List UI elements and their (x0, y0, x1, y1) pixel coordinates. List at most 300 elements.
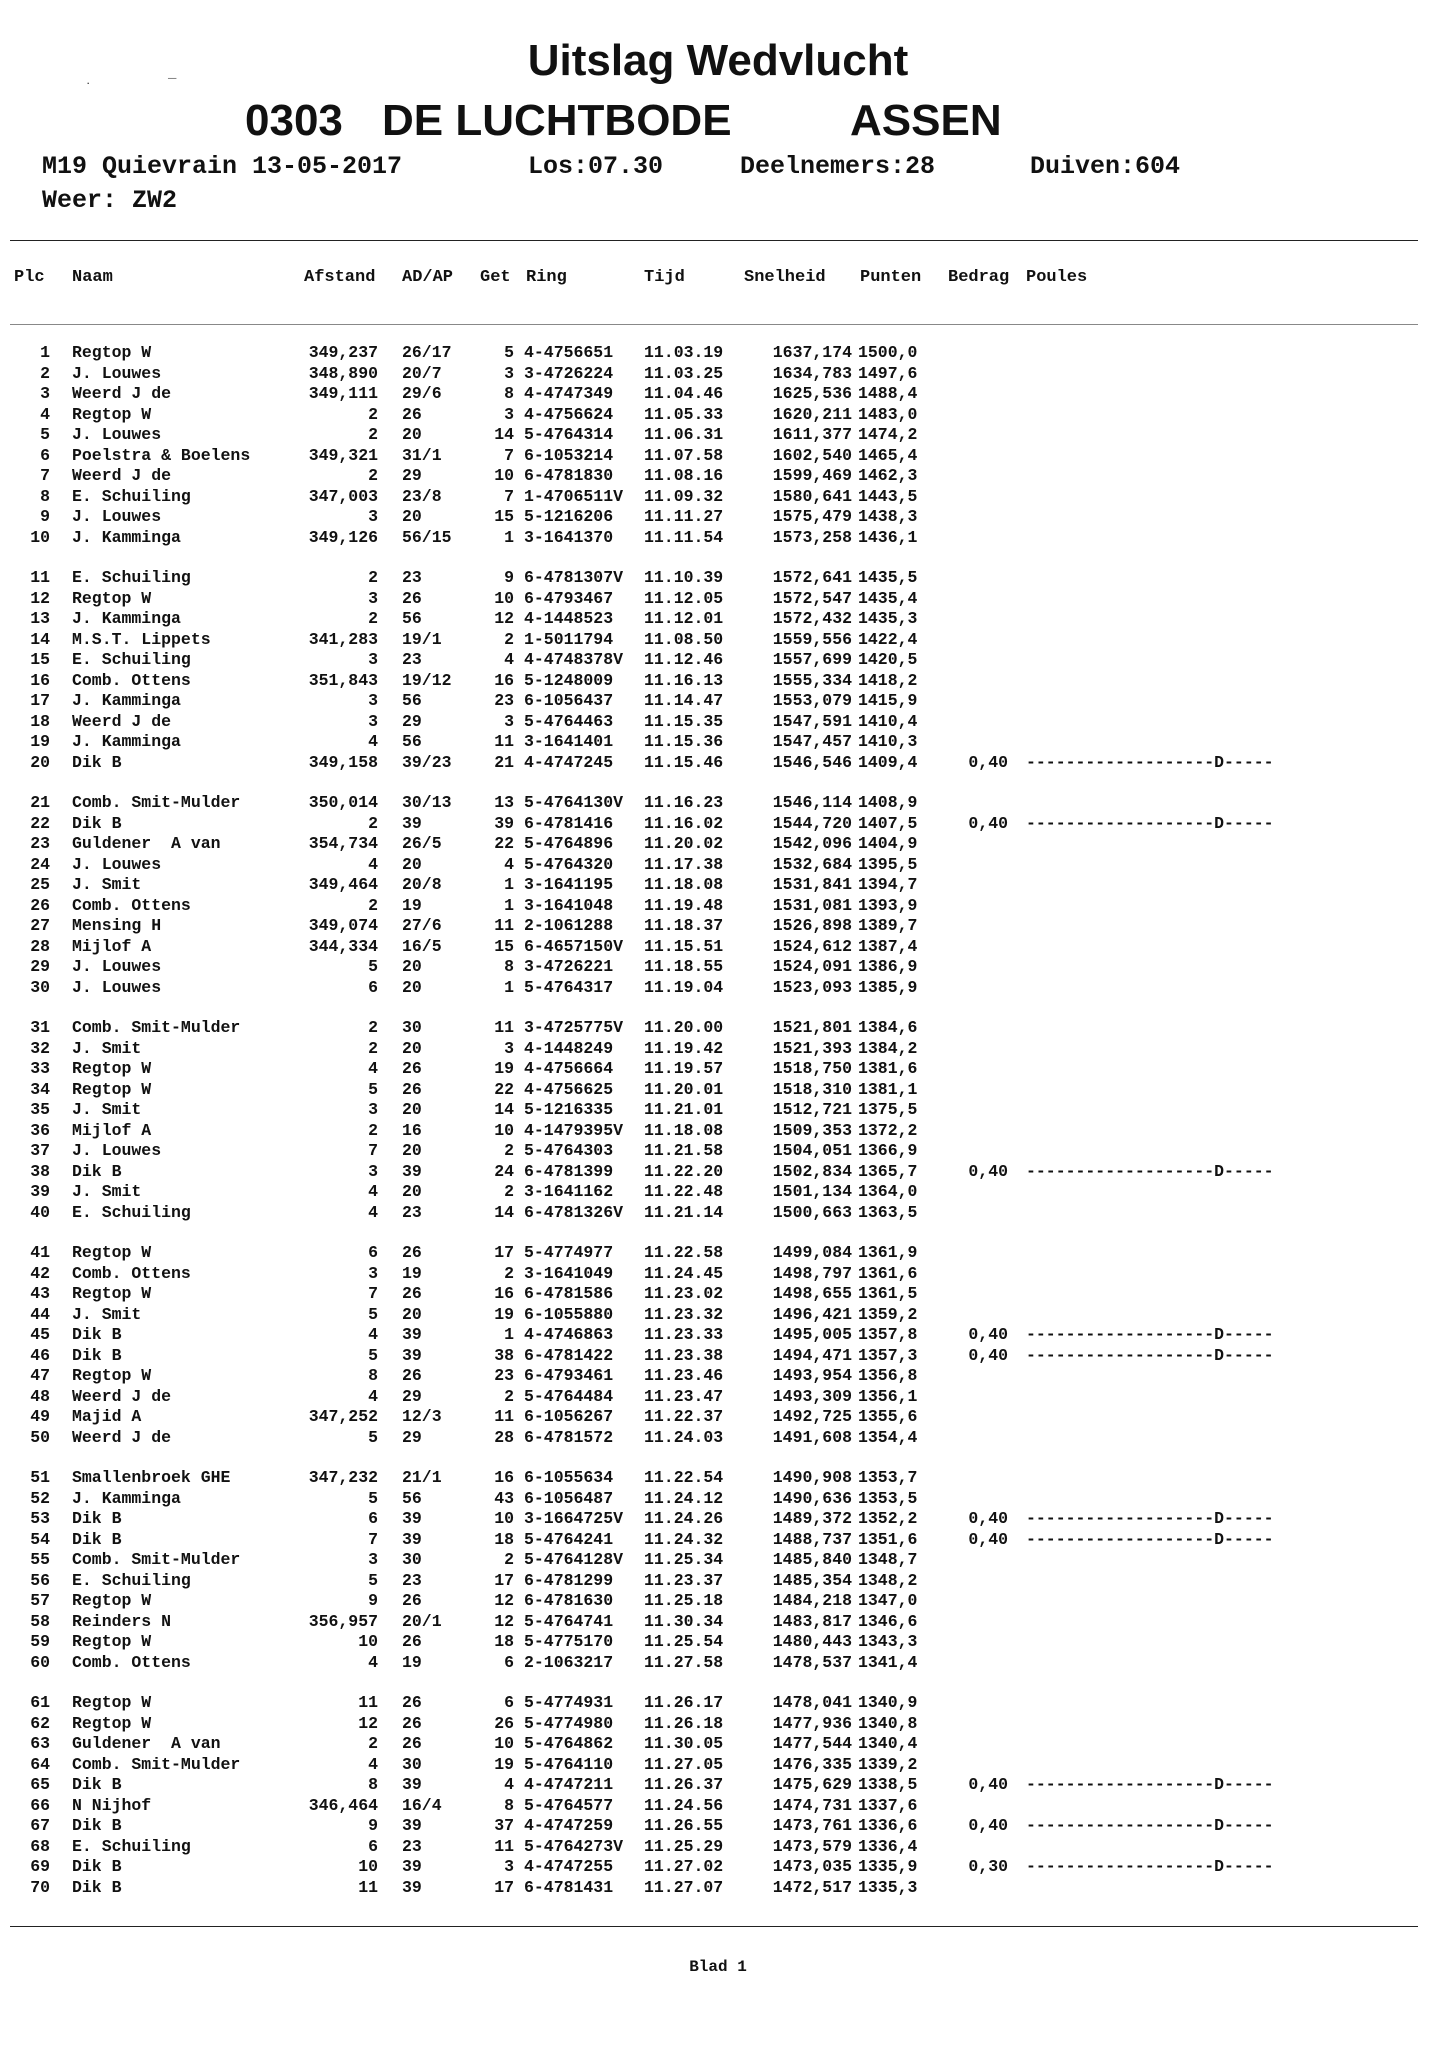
cell-ring: 4-4756664 (524, 1059, 614, 1078)
cell-tijd: 11.19.42 (644, 1038, 724, 1058)
cell-snelheid: 1490,636 (772, 1488, 852, 1508)
cell-poules: -------------------D----- (1026, 1509, 1274, 1528)
cell-punten: 1357,8 (858, 1325, 918, 1344)
cell-plc: 38 (30, 1161, 50, 1181)
cell-punten: 1361,9 (858, 1243, 918, 1262)
cell-ring: 5-4764317 (524, 977, 614, 997)
cell-plc: 6 (40, 445, 50, 465)
cell-afstand: 6 (368, 1836, 378, 1856)
cell-snelheid: 1496,421 (772, 1304, 852, 1324)
cell-ring: 4-4748378V (524, 650, 624, 669)
cell-punten: 1366,9 (858, 1141, 918, 1160)
cell-get: 1 (504, 977, 514, 997)
cell-afstand: 351,843 (308, 670, 378, 690)
cell-snelheid: 1575,479 (772, 507, 852, 526)
cell-ring: 6-4781630 (524, 1591, 614, 1610)
cell-naam: J. Louwes (72, 1141, 162, 1160)
cell-plc: 60 (30, 1652, 50, 1672)
cell-naam: Comb. Smit-Mulder (72, 793, 241, 812)
cell-poules: -------------------D----- (1026, 1345, 1274, 1365)
cell-punten: 1410,4 (858, 711, 918, 731)
cell-tijd: 11.16.13 (644, 670, 724, 690)
cell-bedrag: 0,30 (968, 1857, 1008, 1876)
cell-adap: 20 (402, 507, 422, 526)
cell-snelheid: 1473,579 (772, 1836, 852, 1856)
cell-ring: 4-1479395V (524, 1120, 624, 1140)
cell-get: 18 (494, 1529, 514, 1549)
cell-punten: 1348,7 (858, 1550, 918, 1569)
cell-adap: 20 (402, 425, 422, 444)
cell-punten: 1409,4 (858, 752, 918, 772)
cell-punten: 1351,6 (858, 1529, 918, 1549)
cell-ring: 2-1063217 (524, 1652, 614, 1672)
cell-snelheid: 1572,641 (772, 568, 852, 587)
cell-ring: 5-4775170 (524, 1632, 614, 1651)
cell-get: 11 (494, 1836, 514, 1856)
cell-adap: 23 (402, 1570, 422, 1590)
club-name: DE LUCHTBODE (382, 96, 732, 145)
cell-adap: 39 (402, 813, 422, 833)
cell-naam: Comb. Smit-Mulder (72, 1754, 241, 1774)
cell-ring: 4-4747259 (524, 1816, 614, 1835)
club-city: ASSEN (850, 96, 1002, 145)
cell-ring: 4-4756651 (524, 343, 614, 362)
cell-tijd: 11.23.32 (644, 1304, 724, 1324)
cell-snelheid: 1625,536 (772, 384, 852, 403)
cell-snelheid: 1501,134 (772, 1182, 852, 1201)
cell-plc: 65 (30, 1775, 50, 1794)
cell-tijd: 11.27.07 (644, 1877, 724, 1897)
cell-plc: 17 (30, 691, 50, 710)
cell-afstand: 2 (368, 609, 378, 628)
cell-bedrag: 0,40 (968, 813, 1008, 833)
cell-tijd: 11.26.18 (644, 1713, 724, 1733)
cell-ring: 6-4781416 (524, 813, 614, 833)
cell-ring: 6-4781307V (524, 568, 624, 587)
cell-punten: 1340,4 (858, 1734, 918, 1753)
cell-naam: Regtop W (72, 1243, 152, 1262)
cell-adap: 56 (402, 609, 422, 628)
cell-snelheid: 1532,684 (772, 854, 852, 874)
cell-snelheid: 1546,114 (772, 793, 852, 812)
cell-adap: 29 (402, 1427, 422, 1447)
cell-adap: 26 (402, 1366, 422, 1385)
cell-punten: 1384,2 (858, 1038, 918, 1058)
cell-punten: 1381,6 (858, 1059, 918, 1078)
cell-adap: 26 (402, 1059, 422, 1078)
cell-tijd: 11.16.23 (644, 793, 724, 812)
cell-ring: 4-4747245 (524, 752, 614, 772)
cell-plc: 57 (30, 1591, 50, 1610)
cell-punten: 1338,5 (858, 1775, 918, 1794)
cell-ring: 5-1216206 (524, 507, 614, 526)
cell-get: 1 (504, 1325, 514, 1344)
cell-adap: 56/15 (402, 527, 452, 547)
cell-adap: 29/6 (402, 384, 442, 403)
cell-punten: 1422,4 (858, 629, 918, 649)
cell-punten: 1386,9 (858, 957, 918, 976)
cell-get: 5 (504, 343, 514, 362)
cell-get: 21 (494, 752, 514, 772)
cell-ring: 5-4764273V (524, 1836, 624, 1856)
cell-snelheid: 1493,954 (772, 1366, 852, 1385)
cell-tijd: 11.27.02 (644, 1857, 724, 1876)
cell-adap: 39 (402, 1325, 422, 1344)
cell-snelheid: 1599,469 (772, 466, 852, 485)
cell-plc: 64 (30, 1754, 50, 1774)
column-header-naam: Naam (72, 268, 113, 287)
cell-punten: 1443,5 (858, 486, 918, 506)
cell-ring: 5-4764862 (524, 1734, 614, 1753)
cell-plc: 30 (30, 977, 50, 997)
cell-get: 17 (494, 1243, 514, 1262)
cell-ring: 6-1055634 (524, 1468, 614, 1487)
scan-mark: _ (168, 66, 177, 82)
cell-plc: 59 (30, 1632, 50, 1651)
cell-naam: Regtop W (72, 404, 152, 424)
cell-plc: 67 (30, 1816, 50, 1835)
cell-afstand: 347,252 (308, 1407, 378, 1426)
cell-naam: Comb. Ottens (72, 1652, 191, 1672)
cell-plc: 27 (30, 916, 50, 935)
cell-punten: 1465,4 (858, 445, 918, 465)
cell-ring: 3-1641401 (524, 732, 614, 751)
cell-tijd: 11.20.00 (644, 1018, 724, 1037)
cell-adap: 56 (402, 732, 422, 751)
cell-tijd: 11.12.05 (644, 588, 724, 608)
cell-get: 23 (494, 691, 514, 710)
cell-snelheid: 1531,081 (772, 895, 852, 915)
cell-punten: 1354,4 (858, 1427, 918, 1447)
cell-ring: 5-4764320 (524, 854, 614, 874)
cell-naam: Guldener A van (72, 1734, 221, 1753)
cell-afstand: 3 (368, 711, 378, 731)
cell-ring: 4-1448523 (524, 609, 614, 628)
cell-get: 9 (504, 568, 514, 587)
column-header-bedrag: Bedrag (948, 268, 1010, 287)
cell-ring: 4-4756624 (524, 404, 614, 424)
cell-plc: 5 (40, 425, 50, 444)
cell-snelheid: 1491,608 (772, 1427, 852, 1447)
cell-plc: 37 (30, 1141, 50, 1160)
cell-plc: 19 (30, 732, 50, 751)
cell-plc: 52 (30, 1488, 50, 1508)
cell-naam: Comb. Ottens (72, 895, 191, 915)
cell-plc: 48 (30, 1386, 50, 1406)
cell-tijd: 11.22.37 (644, 1407, 724, 1426)
cell-get: 4 (504, 1775, 514, 1794)
cell-punten: 1436,1 (858, 527, 918, 547)
cell-afstand: 3 (368, 650, 378, 669)
cell-snelheid: 1542,096 (772, 834, 852, 853)
cell-ring: 5-4774977 (524, 1243, 614, 1262)
cell-afstand: 2 (368, 466, 378, 485)
cell-ring: 5-4764463 (524, 711, 614, 731)
cell-get: 10 (494, 466, 514, 485)
cell-naam: Reinders N (72, 1611, 172, 1631)
cell-adap: 20/7 (402, 363, 442, 383)
cell-naam: Dik B (72, 1161, 122, 1181)
cell-snelheid: 1524,612 (772, 936, 852, 956)
cell-afstand: 4 (368, 1386, 378, 1406)
cell-punten: 1346,6 (858, 1611, 918, 1631)
cell-adap: 39 (402, 1345, 422, 1365)
cell-snelheid: 1494,471 (772, 1345, 852, 1365)
cell-plc: 31 (30, 1018, 50, 1037)
cell-snelheid: 1512,721 (772, 1100, 852, 1119)
cell-afstand: 4 (368, 1652, 378, 1672)
cell-afstand: 4 (368, 1182, 378, 1201)
cell-afstand: 349,464 (308, 875, 378, 894)
cell-ring: 5-4764484 (524, 1386, 614, 1406)
cell-naam: J. Kamminga (72, 527, 181, 547)
cell-plc: 42 (30, 1263, 50, 1283)
cell-naam: J. Smit (72, 1100, 142, 1119)
cell-afstand: 8 (368, 1366, 378, 1385)
cell-get: 2 (504, 629, 514, 649)
cell-get: 1 (504, 875, 514, 894)
cell-tijd: 11.08.50 (644, 629, 724, 649)
cell-afstand: 356,957 (308, 1611, 378, 1631)
cell-naam: J. Kamminga (72, 609, 181, 628)
cell-punten: 1340,8 (858, 1713, 918, 1733)
cell-afstand: 347,232 (308, 1468, 378, 1487)
cell-poules: -------------------D----- (1026, 1816, 1274, 1835)
cell-get: 14 (494, 1100, 514, 1119)
cell-punten: 1335,9 (858, 1857, 918, 1876)
cell-tijd: 11.26.37 (644, 1775, 724, 1794)
cell-afstand: 3 (368, 588, 378, 608)
cell-get: 8 (504, 957, 514, 976)
cell-adap: 26 (402, 404, 422, 424)
cell-naam: Dik B (72, 1816, 122, 1835)
cell-snelheid: 1523,093 (772, 977, 852, 997)
cell-bedrag: 0,40 (968, 1529, 1008, 1549)
cell-get: 14 (494, 425, 514, 444)
cell-punten: 1407,5 (858, 813, 918, 833)
cell-adap: 20 (402, 1182, 422, 1201)
cell-punten: 1336,4 (858, 1836, 918, 1856)
cell-plc: 69 (30, 1857, 50, 1876)
cell-ring: 5-4764896 (524, 834, 614, 853)
cell-afstand: 349,321 (308, 445, 378, 465)
cell-plc: 54 (30, 1529, 50, 1549)
cell-plc: 34 (30, 1079, 50, 1099)
cell-tijd: 11.23.47 (644, 1386, 724, 1406)
cell-get: 3 (504, 363, 514, 383)
cell-punten: 1361,5 (858, 1284, 918, 1303)
cell-snelheid: 1634,783 (772, 363, 852, 383)
cell-adap: 29 (402, 1386, 422, 1406)
cell-adap: 26/5 (402, 834, 442, 853)
cell-snelheid: 1572,547 (772, 588, 852, 608)
cell-get: 39 (494, 813, 514, 833)
cell-ring: 5-4774931 (524, 1693, 614, 1712)
cell-tijd: 11.06.31 (644, 425, 724, 444)
cell-naam: J. Smit (72, 875, 142, 894)
cell-punten: 1336,6 (858, 1816, 918, 1835)
cell-tijd: 11.20.02 (644, 834, 724, 853)
cell-tijd: 11.30.05 (644, 1734, 724, 1753)
cell-snelheid: 1509,353 (772, 1120, 852, 1140)
cell-naam: Weerd J de (72, 711, 172, 731)
cell-adap: 26 (402, 1284, 422, 1303)
column-header-tijd: Tijd (644, 268, 685, 287)
cell-afstand: 2 (368, 1038, 378, 1058)
cell-snelheid: 1474,731 (772, 1795, 852, 1815)
column-header-snelheid: Snelheid (744, 268, 826, 287)
cell-adap: 19 (402, 1263, 422, 1283)
cell-plc: 58 (30, 1611, 50, 1631)
cell-get: 16 (494, 1284, 514, 1303)
cell-punten: 1438,3 (858, 507, 918, 526)
cell-punten: 1348,2 (858, 1570, 918, 1590)
cell-ring: 4-1448249 (524, 1038, 614, 1058)
cell-poules: -------------------D----- (1026, 1857, 1274, 1876)
cell-snelheid: 1473,761 (772, 1816, 852, 1835)
cell-naam: J. Louwes (72, 977, 162, 997)
cell-tijd: 11.10.39 (644, 568, 724, 587)
cell-naam: J. Louwes (72, 363, 162, 383)
cell-ring: 3-4726221 (524, 957, 614, 976)
cell-adap: 21/1 (402, 1468, 442, 1487)
cell-naam: E. Schuiling (72, 650, 191, 669)
cell-adap: 23 (402, 650, 422, 669)
cell-plc: 23 (30, 834, 50, 853)
cell-tijd: 11.18.55 (644, 957, 724, 976)
cell-adap: 27/6 (402, 916, 442, 935)
cell-tijd: 11.19.48 (644, 895, 724, 915)
cell-afstand: 4 (368, 1325, 378, 1344)
cell-punten: 1418,2 (858, 670, 918, 690)
cell-naam: Regtop W (72, 1366, 152, 1385)
cell-get: 3 (504, 1857, 514, 1876)
cell-tijd: 11.09.32 (644, 486, 724, 506)
cell-get: 6 (504, 1652, 514, 1672)
cell-afstand: 2 (368, 568, 378, 587)
cell-get: 7 (504, 486, 514, 506)
column-header-ring: Ring (526, 268, 567, 287)
cell-ring: 6-1056267 (524, 1407, 614, 1426)
cell-adap: 23/8 (402, 486, 442, 506)
cell-adap: 26/17 (402, 343, 452, 362)
cell-plc: 51 (30, 1468, 50, 1487)
cell-tijd: 11.18.08 (644, 875, 724, 894)
cell-snelheid: 1499,084 (772, 1243, 852, 1262)
cell-punten: 1353,7 (858, 1468, 918, 1487)
cell-get: 17 (494, 1877, 514, 1897)
cell-ring: 6-4781299 (524, 1570, 614, 1590)
cell-naam: Dik B (72, 1775, 122, 1794)
pigeons-count: Duiven:604 (1030, 152, 1181, 181)
cell-poules: -------------------D----- (1026, 1529, 1274, 1549)
cell-get: 12 (494, 1611, 514, 1631)
cell-tijd: 11.15.36 (644, 732, 724, 751)
scan-mark: ˙ (84, 82, 93, 98)
cell-snelheid: 1473,035 (772, 1857, 852, 1876)
cell-adap: 29 (402, 466, 422, 485)
cell-tijd: 11.23.02 (644, 1284, 724, 1303)
cell-tijd: 11.12.01 (644, 609, 724, 628)
cell-adap: 20/1 (402, 1611, 442, 1631)
cell-tijd: 11.04.46 (644, 384, 724, 403)
cell-afstand: 341,283 (308, 629, 378, 649)
cell-naam: J. Louwes (72, 854, 162, 874)
cell-adap: 16 (402, 1120, 422, 1140)
cell-punten: 1408,9 (858, 793, 918, 812)
cell-naam: Comb. Smit-Mulder (72, 1018, 241, 1037)
cell-tijd: 11.24.26 (644, 1509, 724, 1528)
cell-tijd: 11.08.16 (644, 466, 724, 485)
cell-get: 3 (504, 711, 514, 731)
cell-tijd: 11.25.29 (644, 1836, 724, 1856)
column-header-poules: Poules (1026, 268, 1088, 287)
cell-poules: -------------------D----- (1026, 752, 1274, 772)
cell-ring: 6-1055880 (524, 1304, 614, 1324)
cell-tijd: 11.25.34 (644, 1550, 724, 1569)
cell-plc: 61 (30, 1693, 50, 1712)
cell-tijd: 11.15.51 (644, 936, 724, 956)
cell-ring: 5-4764303 (524, 1141, 614, 1160)
cell-plc: 45 (30, 1325, 50, 1344)
cell-afstand: 5 (368, 1570, 378, 1590)
cell-tijd: 11.23.38 (644, 1345, 724, 1365)
cell-plc: 40 (30, 1202, 50, 1222)
cell-plc: 49 (30, 1407, 50, 1426)
cell-plc: 13 (30, 609, 50, 628)
cell-get: 28 (494, 1427, 514, 1447)
cell-adap: 12/3 (402, 1407, 442, 1426)
cell-bedrag: 0,40 (968, 1509, 1008, 1528)
cell-ring: 6-4781422 (524, 1345, 614, 1365)
cell-adap: 31/1 (402, 445, 442, 465)
cell-tijd: 11.24.45 (644, 1263, 724, 1283)
cell-get: 10 (494, 588, 514, 608)
cell-tijd: 11.24.56 (644, 1795, 724, 1815)
cell-get: 19 (494, 1059, 514, 1078)
cell-punten: 1394,7 (858, 875, 918, 894)
cell-afstand: 8 (368, 1775, 378, 1794)
column-header-adap: AD/AP (402, 268, 454, 287)
cell-ring: 2-1061288 (524, 916, 614, 935)
cell-tijd: 11.23.33 (644, 1325, 724, 1344)
top-divider (10, 240, 1418, 241)
column-header-plc: Plc (14, 268, 45, 287)
cell-adap: 26 (402, 1591, 422, 1610)
cell-poules: -------------------D----- (1026, 1325, 1274, 1344)
cell-afstand: 6 (368, 1243, 378, 1262)
cell-bedrag: 0,40 (968, 1325, 1008, 1344)
cell-punten: 1337,6 (858, 1795, 918, 1815)
cell-naam: Dik B (72, 1509, 122, 1528)
report-title: Uitslag Wedvlucht (527, 36, 909, 85)
cell-adap: 16/4 (402, 1795, 442, 1815)
cell-tijd: 11.11.54 (644, 527, 724, 547)
cell-afstand: 4 (368, 1202, 378, 1222)
cell-snelheid: 1526,898 (772, 916, 852, 935)
cell-adap: 39 (402, 1529, 422, 1549)
cell-plc: 44 (30, 1304, 50, 1324)
cell-plc: 35 (30, 1100, 50, 1119)
cell-tijd: 11.27.58 (644, 1652, 724, 1672)
cell-get: 8 (504, 1795, 514, 1815)
cell-afstand: 2 (368, 813, 378, 833)
cell-afstand: 7 (368, 1529, 378, 1549)
cell-ring: 3-1641048 (524, 895, 614, 915)
cell-tijd: 11.18.08 (644, 1120, 724, 1140)
cell-bedrag: 0,40 (968, 1161, 1008, 1181)
cell-adap: 20 (402, 1100, 422, 1119)
